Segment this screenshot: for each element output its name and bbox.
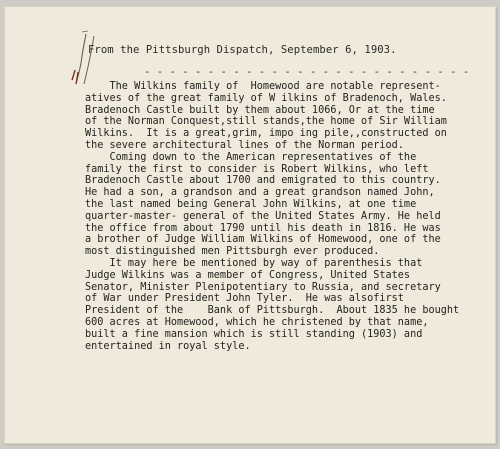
text-line: built a fine mansion which is still standing (1903) and: [85, 328, 423, 340]
text-line: quarter-master- general of the United States Army. He held: [85, 210, 441, 222]
text-line: Bradenoch Castle built by them about 1066, Or at the time: [85, 104, 435, 116]
text-line: of War under President John Tyler. He was alsofirst: [85, 293, 404, 305]
text-line: the last named being General John Wilkins, at one time: [85, 198, 417, 210]
text-line: entertained in royal style.: [85, 340, 251, 352]
dashed-divider: - - - - - - - - - - - - - - - - - - - - - - - - - -: [144, 66, 470, 78]
text-line: He had a son, a grandson and a great grandson named John,: [85, 187, 435, 199]
text-line: 600 acres at Homewood, which he christened by that name,: [85, 316, 429, 328]
document-heading: From the Pittsburgh Dispatch, September 6, 1903.: [88, 44, 397, 56]
text-line: Wilkins. It is a great,grim, impo ing pile,,constructed on: [85, 128, 447, 140]
text-line: atives of the great family of W ilkins of Bradenoch, Wales.: [85, 92, 447, 104]
text-line: It may here be mentioned by way of parenthesis that: [85, 257, 423, 269]
text-line: Bradenoch Castle about 1700 and emigrated to this country.: [85, 175, 441, 187]
text-line: President of the Bank of Pittsburgh. About 1835 he bought: [85, 305, 460, 317]
text-line: the severe architectural lines of the Norman period.: [85, 139, 404, 151]
text-line: Judge Wilkins was a member of Congress, United States: [85, 269, 411, 281]
text-line: family the first to consider is Robert Wilkins, who left: [85, 163, 429, 175]
text-line: Senator, Minister Plenipotentiary to Russia, and secretary: [85, 281, 441, 293]
text-line: the office from about 1790 until his death in 1816. He was: [85, 222, 441, 234]
article-body: [85, 81, 495, 352]
text-line: a brother of Judge William Wilkins of Homewood, one of the: [85, 234, 441, 246]
text-line: The Wilkins family of Homewood are notable represent-: [85, 81, 441, 92]
text-line: most distinguished men Pittsburgh ever produced.: [85, 246, 380, 258]
text-line: of the Norman Conquest,still stands,the home of Sir William: [85, 116, 447, 128]
text-line: Coming down to the American representatives of the: [85, 151, 417, 163]
